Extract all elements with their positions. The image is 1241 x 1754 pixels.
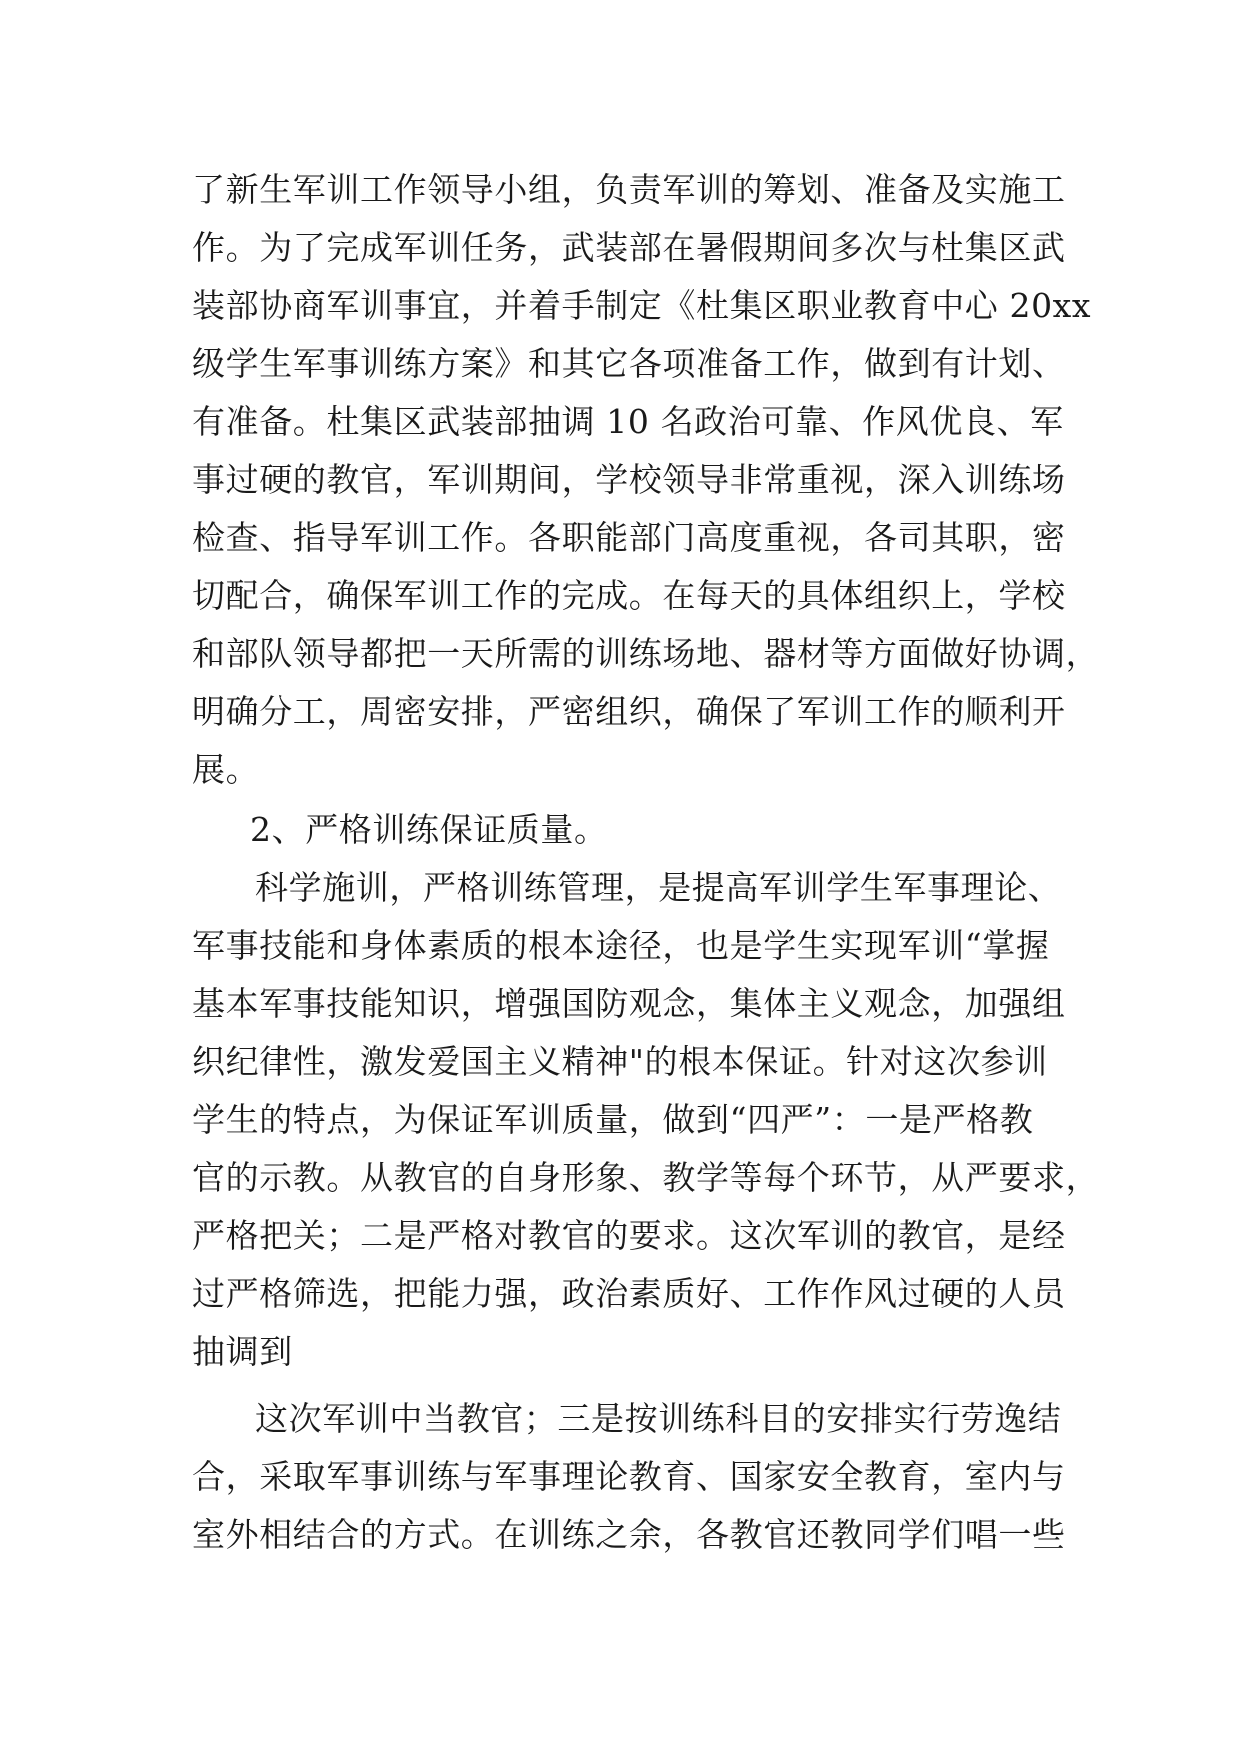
text-line: 检查、指导军训工作。各职能部门高度重视，各司其职，密	[192, 518, 1066, 557]
text-line: 有准备。杜集区武装部抽调 10 名政治可靠、作风优良、军	[192, 402, 1064, 441]
text-line: 了新生军训工作领导小组，负责军训的筹划、准备及实施工	[192, 170, 1066, 209]
text-line: 科学施训，严格训练管理，是提高军训学生军事理论、	[255, 868, 1062, 907]
text-line: 室外相结合的方式。在训练之余，各教官还教同学们唱一些	[192, 1515, 1066, 1554]
text-line: 基本军事技能知识，增强国防观念，集体主义观念，加强组	[192, 984, 1066, 1023]
text-line: 装部协商军训事宜，并着手制定《杜集区职业教育中心 20xx	[192, 286, 1092, 325]
text-line: 过严格筛选，把能力强，政治素质好、工作作风过硬的人员	[192, 1274, 1066, 1313]
text-line: 严格把关；二是严格对教官的要求。这次军训的教官，是经	[192, 1216, 1066, 1255]
text-line: 和部队领导都把一天所需的训练场地、器材等方面做好协调，	[192, 634, 1100, 673]
text-line: 切配合，确保军训工作的完成。在每天的具体组织上，学校	[192, 576, 1066, 615]
text-line: 事过硬的教官，军训期间，学校领导非常重视，深入训练场	[192, 460, 1066, 499]
text-line: 抽调到	[192, 1332, 293, 1371]
text-line: 级学生军事训练方案》和其它各项准备工作，做到有计划、	[192, 344, 1066, 383]
text-line: 织纪律性，激发爱国主义精神"的根本保证。针对这次参训	[192, 1042, 1048, 1081]
text-line: 展。	[192, 750, 260, 789]
text-line: 学生的特点，为保证军训质量，做到“四严”：一是严格教	[192, 1100, 1034, 1139]
text-line: 这次军训中当教官；三是按训练科目的安排实行劳逸结	[255, 1399, 1062, 1438]
text-line: 明确分工，周密安排，严密组织，确保了军训工作的顺利开	[192, 692, 1066, 731]
text-line: 作。为了完成军训任务，武装部在暑假期间多次与杜集区武	[192, 228, 1066, 267]
text-line: 军事技能和身体素质的根本途径，也是学生实现军训“掌握	[192, 926, 1050, 965]
text-line: 官的示教。从教官的自身形象、教学等每个环节，从严要求，	[192, 1158, 1100, 1197]
text-line: 合，采取军事训练与军事理论教育、国家安全教育，室内与	[192, 1457, 1066, 1496]
section-heading: 2、严格训练保证质量。	[250, 810, 608, 849]
